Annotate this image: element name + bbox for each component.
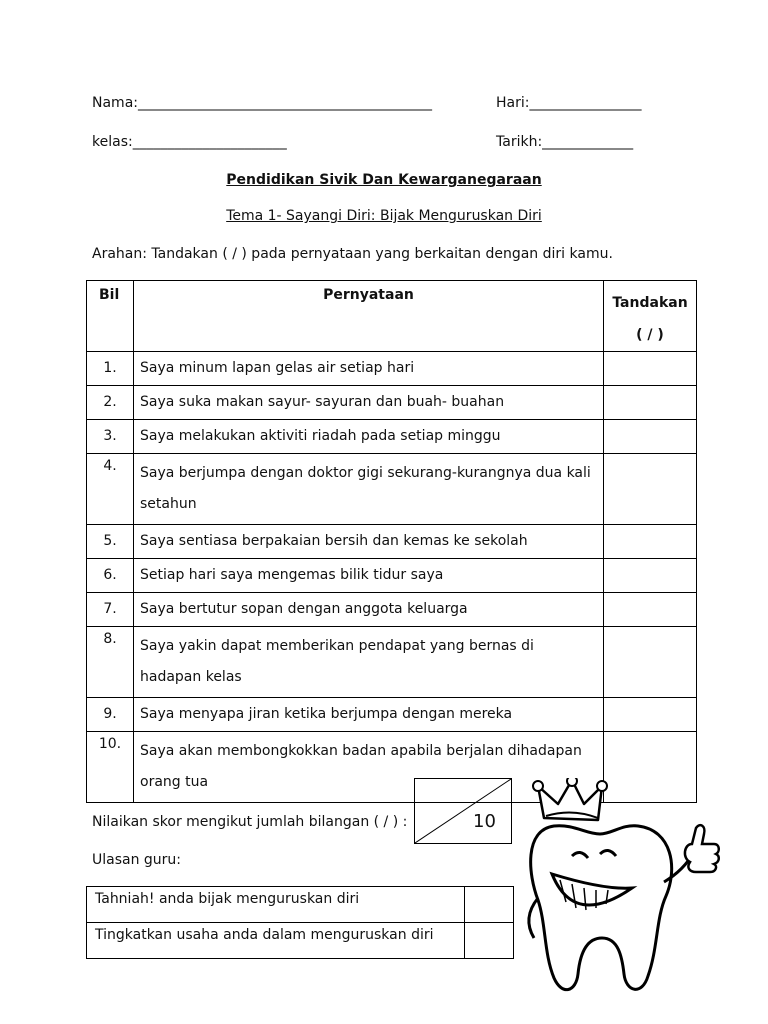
tandakan-mark-label: ( / ) xyxy=(636,327,664,343)
row-number: 7. xyxy=(87,593,134,627)
table-row xyxy=(87,454,697,525)
feedback-table xyxy=(86,886,514,959)
score-box[interactable] xyxy=(414,778,512,844)
teacher-review-label: Ulasan guru: xyxy=(92,852,182,868)
column-header-tandakan xyxy=(604,281,697,352)
table-row xyxy=(87,559,697,593)
statement-table xyxy=(86,280,697,803)
class-field[interactable]: kelas:______________________ xyxy=(92,134,287,150)
table-row xyxy=(87,593,697,627)
feedback-row xyxy=(87,887,514,923)
row-number: 3. xyxy=(87,420,134,454)
row-statement: Saya menyapa jiran ketika berjumpa dengan mereka xyxy=(134,698,604,732)
row-statement: Saya akan membongkokkan badan apabila berjalan dihadapan orang tua xyxy=(134,732,604,803)
name-field[interactable]: Nama:__________________________________________ xyxy=(92,95,432,111)
column-header-pernyataan: Pernyataan xyxy=(134,281,604,352)
row-number: 6. xyxy=(87,559,134,593)
feedback-option: Tahniah! anda bijak menguruskan diri xyxy=(87,887,465,923)
row-check-cell[interactable] xyxy=(604,454,697,525)
table-row xyxy=(87,352,697,386)
row-check-cell[interactable] xyxy=(604,525,697,559)
column-header-bil: Bil xyxy=(87,281,134,352)
feedback-row xyxy=(87,923,514,959)
row-check-cell[interactable] xyxy=(604,352,697,386)
score-label: Nilaikan skor mengikut jumlah bilangan ( / ) : xyxy=(92,814,408,830)
row-number: 5. xyxy=(87,525,134,559)
feedback-check-cell[interactable] xyxy=(465,887,514,923)
table-row xyxy=(87,698,697,732)
table-row xyxy=(87,627,697,698)
row-number: 4. xyxy=(87,454,134,525)
row-check-cell[interactable] xyxy=(604,559,697,593)
crown-icon xyxy=(533,778,607,820)
table-row xyxy=(87,525,697,559)
table-row xyxy=(87,420,697,454)
score-total: 10 xyxy=(473,811,496,832)
tandakan-label: Tandakan xyxy=(612,295,688,311)
row-statement: Saya melakukan aktiviti riadah pada setiap minggu xyxy=(134,420,604,454)
row-statement: Setiap hari saya mengemas bilik tidur saya xyxy=(134,559,604,593)
page-subtitle: Tema 1- Sayangi Diri: Bijak Menguruskan Diri xyxy=(226,208,542,224)
feedback-option: Tingkatkan usaha anda dalam menguruskan diri xyxy=(87,923,465,959)
row-statement: Saya suka makan sayur- sayuran dan buah- buahan xyxy=(134,386,604,420)
feedback-check-cell[interactable] xyxy=(465,923,514,959)
row-statement: Saya minum lapan gelas air setiap hari xyxy=(134,352,604,386)
row-check-cell[interactable] xyxy=(604,593,697,627)
score-divider-line xyxy=(415,779,511,843)
table-row xyxy=(87,386,697,420)
row-statement: Saya sentiasa berpakaian bersih dan kemas ke sekolah xyxy=(134,525,604,559)
row-statement: Saya berjumpa dengan doktor gigi sekurang-kurangnya dua kali setahun xyxy=(134,454,604,525)
page-title: Pendidikan Sivik Dan Kewarganegaraan xyxy=(226,172,542,188)
row-check-cell[interactable] xyxy=(604,420,697,454)
row-statement: Saya bertutur sopan dengan anggota keluarga xyxy=(134,593,604,627)
day-field[interactable]: Hari:________________ xyxy=(496,95,642,111)
row-number: 1. xyxy=(87,352,134,386)
row-check-cell[interactable] xyxy=(604,627,697,698)
row-number: 8. xyxy=(87,627,134,698)
row-number: 10. xyxy=(87,732,134,803)
row-number: 2. xyxy=(87,386,134,420)
date-field[interactable]: Tarikh:_____________ xyxy=(496,134,634,150)
row-check-cell[interactable] xyxy=(604,698,697,732)
row-statement: Saya yakin dapat memberikan pendapat yang bernas di hadapan kelas xyxy=(134,627,604,698)
instruction-text: Arahan: Tandakan ( / ) pada pernyataan yang berkaitan dengan diri kamu. xyxy=(92,246,613,262)
row-number: 9. xyxy=(87,698,134,732)
tooth-mascot-icon xyxy=(514,778,738,1008)
row-check-cell[interactable] xyxy=(604,386,697,420)
